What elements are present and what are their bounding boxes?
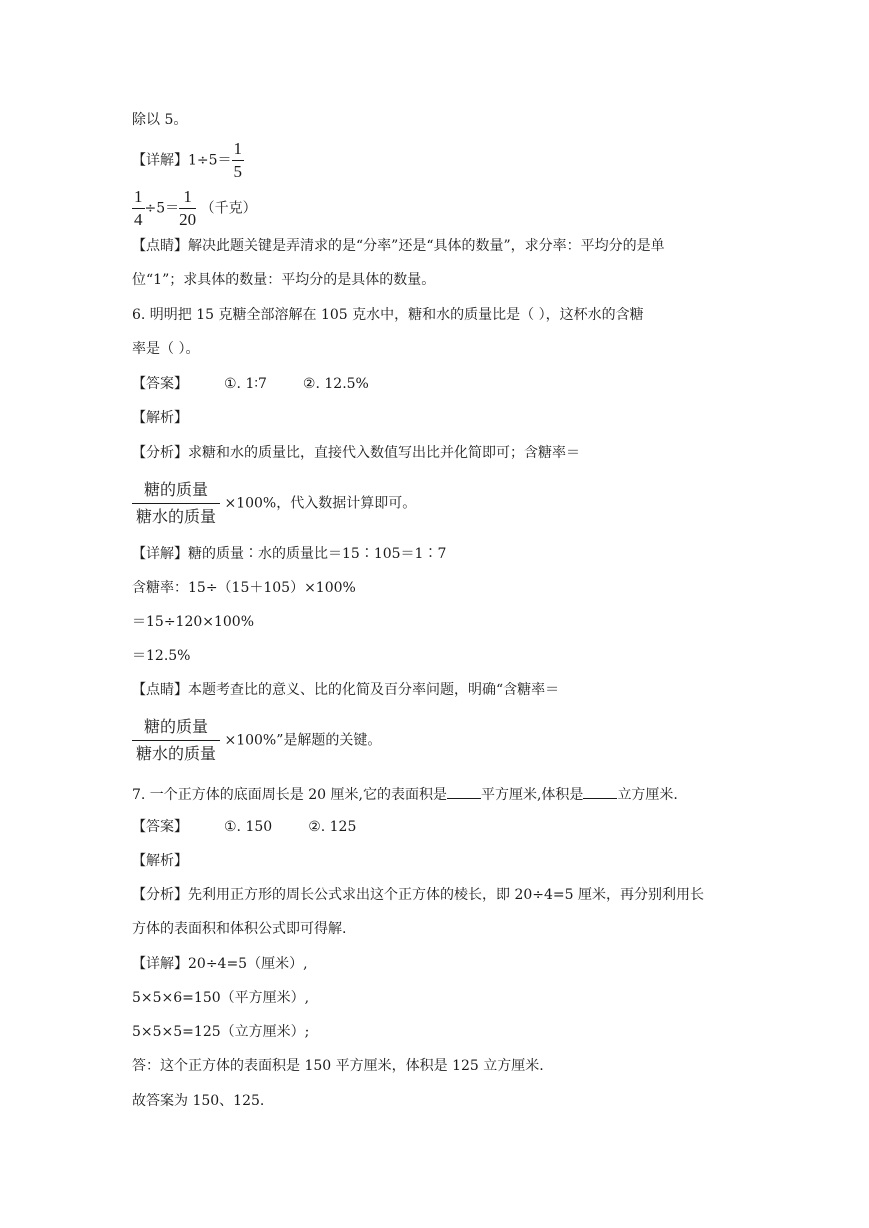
text-line: 故答案为 150、125. xyxy=(132,1093,265,1109)
formula-line xyxy=(132,714,381,767)
fraction-numerator: 糖的质量 xyxy=(132,714,220,741)
answer-value: ①. 1∶7 xyxy=(224,376,267,392)
text-line: ＝15÷120×100% xyxy=(132,614,255,630)
text-line: 除以 5。 xyxy=(132,112,188,128)
text-segment: 7. 一个正方体的底面周长是 20 厘米,它的表面积是 xyxy=(132,787,447,803)
text-line: ＝12.5% xyxy=(132,648,191,664)
text-line: 【详解】糖的质量∶水的质量比＝15∶105＝1∶7 xyxy=(132,546,447,562)
text-segment: ×100%”是解题的关键。 xyxy=(224,732,382,749)
fraction-denominator: 糖水的质量 xyxy=(136,744,217,763)
answer-value: ②. 12.5% xyxy=(302,376,369,392)
answer-line xyxy=(132,374,369,394)
answer-label: 【答案】 xyxy=(132,819,188,835)
fraction-denominator: 5 xyxy=(233,162,243,181)
text-segment: 【详解】1÷5＝ xyxy=(132,152,232,169)
fraction xyxy=(232,138,245,183)
fraction-numerator: 1 xyxy=(132,186,145,209)
text-line: 方体的表面积和体积公式即可得解. xyxy=(132,921,347,937)
formula-line xyxy=(132,186,257,231)
fraction-numerator: 糖的质量 xyxy=(132,477,220,504)
fraction-denominator: 20 xyxy=(179,210,197,229)
fraction-numerator: 1 xyxy=(232,138,245,161)
fraction xyxy=(132,477,220,530)
formula-line xyxy=(132,477,416,530)
text-line: 率是（ ）。 xyxy=(132,341,200,357)
question-line xyxy=(132,784,678,805)
fraction xyxy=(179,186,196,231)
text-segment: （千克） xyxy=(200,200,257,217)
fraction-numerator: 1 xyxy=(179,186,196,209)
text-line: 5×5×6=150（平方厘米）, xyxy=(132,990,310,1006)
text-line: 位“1”；求具体的数量：平均分的是具体的数量。 xyxy=(132,272,436,288)
text-segment: 平方厘米,体积是 xyxy=(480,787,584,803)
text-line: 答：这个正方体的表面积是 150 平方厘米，体积是 125 立方厘米. xyxy=(132,1058,544,1074)
text-segment: ×100%，代入数据计算即可。 xyxy=(224,495,417,512)
fraction xyxy=(132,714,220,767)
answer-line xyxy=(132,817,356,837)
text-line: 【分析】求糖和水的质量比，直接代入数值写出比并化简即可；含糖率＝ xyxy=(132,445,580,461)
question-line: 6. 明明把 15 克糖全部溶解在 105 克水中，糖和水的质量比是（ ），这杯水的含糖 xyxy=(132,307,644,323)
text-segment: 立方厘米. xyxy=(617,787,678,803)
detail-line-fraction xyxy=(132,138,244,183)
fraction-denominator: 4 xyxy=(134,210,143,229)
section-label: 【解析】 xyxy=(132,410,188,426)
text-line: 5×5×5=125（立方厘米）; xyxy=(132,1024,310,1040)
text-line: 【分析】先利用正方形的周长公式求出这个正方体的棱长，即 20÷4=5 厘米，再分别利用长 xyxy=(132,887,704,903)
fraction xyxy=(132,186,145,231)
section-label: 【解析】 xyxy=(132,853,188,869)
text-line: 含糖率：15÷（15＋105）×100% xyxy=(132,580,356,596)
answer-value: ②. 125 xyxy=(308,819,357,835)
text-line: 【点睛】解决此题关键是弄清求的是“分率”还是“具体的数量”，求分率：平均分的是单 xyxy=(132,238,665,254)
text-segment: ÷5＝ xyxy=(144,200,180,217)
text-line: 【点睛】本题考查比的意义、比的化简及百分率问题，明确“含糖率＝ xyxy=(132,682,560,698)
answer-blank xyxy=(583,784,617,799)
answer-label: 【答案】 xyxy=(132,376,188,392)
answer-value: ①. 150 xyxy=(224,819,273,835)
fraction-denominator: 糖水的质量 xyxy=(136,507,217,526)
text-line: 【详解】20÷4=5（厘米）, xyxy=(132,956,308,972)
answer-blank xyxy=(447,784,481,799)
